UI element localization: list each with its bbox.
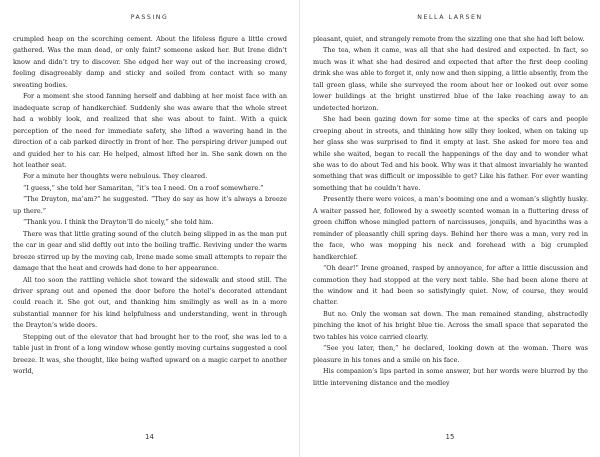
paragraph: The tea, when it came, was all that she had desired and expected. In fact, so much was it what she had desired and expected that after the first deep cooling drink she was able to forget it, only now and then sipping, a little absently, from the tall green glass, while she surveyed the room about her or looked out over some lower buildings at the bright unstirred blue of the lake reaching away to an undetected horizon. [313,46,588,112]
paragraph: For a moment she stood fanning herself and dabbing at her moist face with an inadequate scrap of handkerchief. Suddenly she was aware that the whole street had a wobbly look, and realized that she was about to faint. With a quick perception of the need for immediate safety, she lifted a wavering hand in the direction of a cab parked directly in front of her. The perspiring driver jumped out and guided her to his car. He helped, almost lifted her in. She sank down on the hot leather seat. [13,92,287,169]
page-number: 15 [445,433,455,441]
running-head-title: PASSING [130,14,169,21]
paragraph: pleasant, quiet, and strangely remote from the sizzling one that she had left below. [313,35,585,43]
paragraph: “I guess,” she told her Samaritan, “it’s tea I need. On a roof somewhere.” [23,183,264,192]
right-page [300,0,600,457]
left-body-text [13,34,287,378]
paragraph: “See you later, then,” he declared, looking down at the woman. There was pleasure in his tones and a smile on his face. [313,344,588,364]
right-body-text [313,34,588,389]
running-head-author: NELLA LARSEN [417,14,483,21]
paragraph: But no. Only the woman sat down. The man remained standing, abstractedly pinching the knot of his bright blue tie. Across the small space that separated the two tables his voice carried clearly. [313,309,588,341]
page-number: 14 [145,433,154,441]
paragraph: All too soon the rattling vehicle shot toward the sidewalk and stood still. The driver sprang out and opened the door before the hotel’s decorated attendant could reach it. She got out, and thanking him smilingly as well as in a more substantial manner for his kind helpfulness and understanding, went in through the Drayton’s wide doors. [13,275,287,330]
paragraph: “The Drayton, ma’am?” he suggested. “They do say as how it’s always a breeze up there.” [13,195,287,215]
paragraph: She had been gazing down for some time at the specks of cars and people creeping about in streets, and thinking how silly they looked, when on taking up her glass she was surprised to find it empty at last. She asked for more tea and while she waited, began to recall the happenings of the day and to wonder what she was to do about Ted and his book. Why was it that almost invariably he wanted something that was difficult or impossible to get? Like his father. For ever wanting something that he couldn’t have. [313,115,588,192]
paragraph: crumpled heap on the scorching cement. About the lifeless figure a little crowd gathered. Was the man dead, or only faint? someone asked her. But Irene didn’t know and didn’t try to discover. She edged her way out of the increasing crowd, feeling disagreeably damp and sticky and soiled from contact with so many sweating bodies. [13,35,287,89]
paragraph: Presently there were voices, a man’s booming one and a woman’s slightly husky. A waiter passed her, followed by a sweetly scented woman in a fluttering dress of green chiffon whose mingled pattern of narcissuses, jonquils, and hyacinths was a reminder of pleasantly chill spring days. Behind her there was a man, very red in the face, who was mopping his neck and forehead with a big crumpled handkerchief. [313,195,588,261]
paragraph: Stepping out of the elevator that had brought her to the roof, she was led to a table just in front of a long window whose gently moving curtains suggested a cool breeze. It was, she thought, like being wafted upward on a magic carpet to another world, [13,332,287,376]
paragraph: “Thank you. I think the Drayton’ll do nicely,” she told him. [23,218,214,227]
paragraph: His companion’s lips parted in some answer, but her words were blurred by the little intervening distance and the medley [313,367,588,387]
paragraph: For a minute her thoughts were nebulous. They cleared. [23,172,208,181]
paragraph: “Oh dear!” Irene groaned, rasped by annoyance, for after a little discussion and commotion they had stopped at the very next table. She had been alone there at the window and it had been so satisfyingly quiet. Now, of course, they would chatter. [313,264,588,307]
paragraph: There was that little grating sound of the clutch being slipped in as the man put the car in gear and slid deftly out into the boiling traffic. Reviving under the warm breeze stirred up by the moving cab, Irene made some small attempts to repair the damage that the heat and crowds had done to her appearance. [13,229,287,273]
